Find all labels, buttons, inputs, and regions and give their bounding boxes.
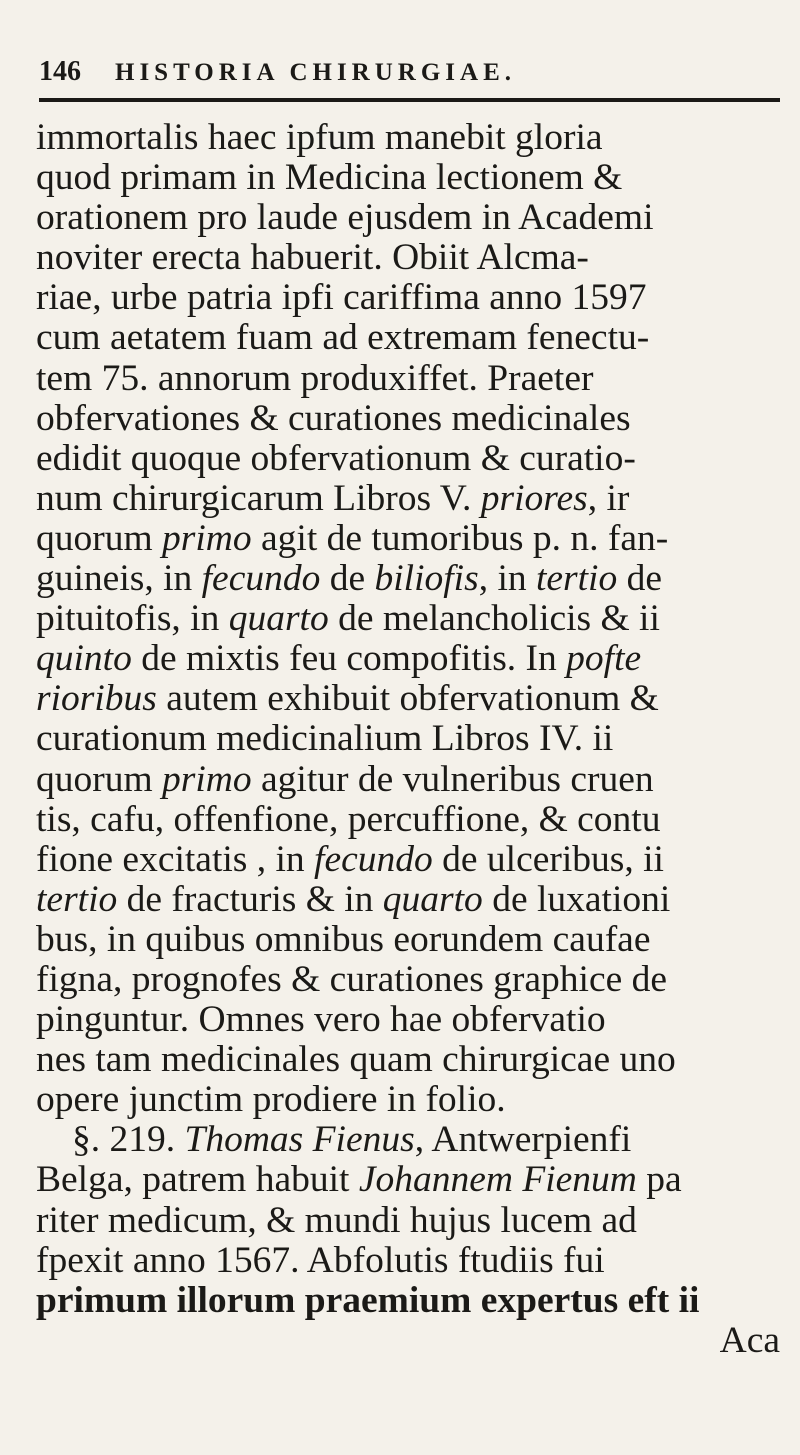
text-line — [36, 840, 790, 880]
text-line — [36, 238, 790, 278]
text-line — [36, 1040, 790, 1080]
text-segment: de — [617, 559, 663, 600]
text-line — [36, 599, 790, 639]
italic-text: fecundo — [314, 839, 433, 880]
text-segment: de ulceribus, ii — [432, 839, 664, 880]
text-segment: quorum — [36, 759, 163, 800]
text-line — [36, 519, 790, 559]
text-line — [36, 118, 790, 158]
text-line — [36, 479, 790, 519]
italic-text: primo — [162, 759, 252, 800]
text-segment: de melancholicis & ii — [328, 599, 660, 640]
text-segment: riae, urbe patria ipfi cariffima anno 1597 — [36, 278, 647, 319]
page-number: 146 — [39, 56, 81, 87]
italic-text: quinto — [36, 639, 132, 680]
text-line — [36, 1000, 790, 1040]
body-text — [36, 118, 790, 1321]
text-segment: Belga, patrem habuit — [36, 1160, 359, 1201]
text-segment: , Antwerpienfi — [414, 1120, 632, 1161]
text-line — [36, 960, 790, 1000]
text-segment: de luxationi — [482, 879, 671, 920]
italic-text: priores — [480, 478, 588, 519]
italic-text: Thomas Fienus — [184, 1120, 415, 1161]
text-segment: num chirurgicarum Libros V. — [36, 478, 481, 519]
text-line — [36, 559, 790, 599]
text-segment: guineis, in — [36, 559, 202, 600]
italic-text: rioribus — [36, 679, 157, 720]
running-head — [39, 56, 790, 88]
text-line — [36, 1080, 790, 1120]
text-segment: bus, in quibus omnibus eorundem caufae — [36, 919, 651, 960]
italic-text: fecundo — [201, 559, 321, 600]
text-segment: fpexit anno 1567. Abfolutis ftudiis fui — [36, 1240, 605, 1281]
text-segment: riter medicum, & mundi hujus lucem ad — [36, 1200, 637, 1241]
text-segment: quod primam in Medicina lectionem & — [36, 158, 623, 199]
text-line — [36, 1160, 790, 1200]
text-line — [36, 278, 790, 318]
italic-text: quarto — [382, 879, 483, 920]
text-segment: pinguntur. Omnes vero hae obfervatio — [36, 1000, 606, 1041]
text-segment: tem 75. annorum produxiffet. Praeter — [36, 358, 594, 399]
text-segment: figna, prognofes & curationes graphice de — [36, 959, 668, 1000]
text-segment: §. 219. — [72, 1120, 185, 1161]
text-line — [36, 198, 790, 238]
text-segment: autem exhibuit obfervationum & — [156, 679, 659, 720]
text-segment: pituitofis, in — [36, 599, 229, 640]
catchword — [36, 1321, 790, 1361]
text-line — [36, 880, 790, 920]
catchword-text: Aca — [719, 1320, 780, 1361]
text-line — [36, 920, 790, 960]
text-segment: , in — [478, 559, 536, 600]
text-line — [36, 158, 790, 198]
text-line — [36, 719, 790, 759]
text-segment: primum illorum praemium expertus eft ii — [36, 1280, 700, 1321]
italic-text: Johannem Fienum — [358, 1160, 637, 1201]
text-line — [36, 1241, 790, 1281]
italic-text: tertio — [535, 559, 618, 600]
text-line — [36, 1201, 790, 1241]
text-segment: de — [320, 559, 375, 600]
italic-text: quarto — [228, 599, 329, 640]
text-line — [36, 1120, 790, 1160]
text-segment: pa — [636, 1160, 682, 1201]
text-line — [36, 439, 790, 479]
text-segment: quorum — [36, 518, 163, 559]
text-segment: de mixtis feu compofitis. In — [131, 639, 567, 680]
text-line — [36, 318, 790, 358]
text-segment: edidit quoque obfervationum & curatio- — [36, 438, 636, 479]
text-line — [36, 359, 790, 399]
italic-text: tertio — [36, 879, 118, 920]
text-segment: de fracturis & in — [117, 879, 383, 920]
text-segment: orationem pro laude ejusdem in Academi — [36, 198, 654, 239]
text-segment: noviter erecta habuerit. Obiit Alcma- — [36, 238, 589, 279]
text-line — [36, 679, 790, 719]
text-line — [36, 1281, 790, 1321]
text-line — [36, 639, 790, 679]
text-segment: obfervationes & curationes medicinales — [36, 398, 631, 439]
text-segment: tis, cafu, offenfione, percuffione, & contu — [36, 799, 661, 840]
text-line — [36, 399, 790, 439]
text-line — [36, 800, 790, 840]
text-segment: , ir — [587, 478, 630, 519]
text-segment: opere junctim prodiere in folio. — [36, 1080, 506, 1121]
italic-text: biliofis — [374, 559, 479, 600]
text-segment: cum aetatem fuam ad extremam fenectu- — [36, 318, 650, 359]
running-head-title: HISTORIA CHIRURGIAE. — [115, 59, 517, 86]
text-segment: nes tam medicinales quam chirurgicae uno — [36, 1040, 676, 1081]
italic-text: primo — [162, 518, 252, 559]
text-segment: agit de tumoribus p. n. fan- — [251, 518, 669, 559]
header-rule — [39, 98, 780, 102]
text-segment: immortalis haec ipfum manebit gloria — [36, 118, 603, 158]
italic-text: pofte — [566, 639, 642, 680]
text-segment: agitur de vulneribus cruen — [251, 759, 654, 800]
text-segment: curationum medicinalium Libros IV. ii — [36, 719, 614, 760]
text-line — [36, 760, 790, 800]
text-segment: fione excitatis , in — [36, 839, 315, 880]
